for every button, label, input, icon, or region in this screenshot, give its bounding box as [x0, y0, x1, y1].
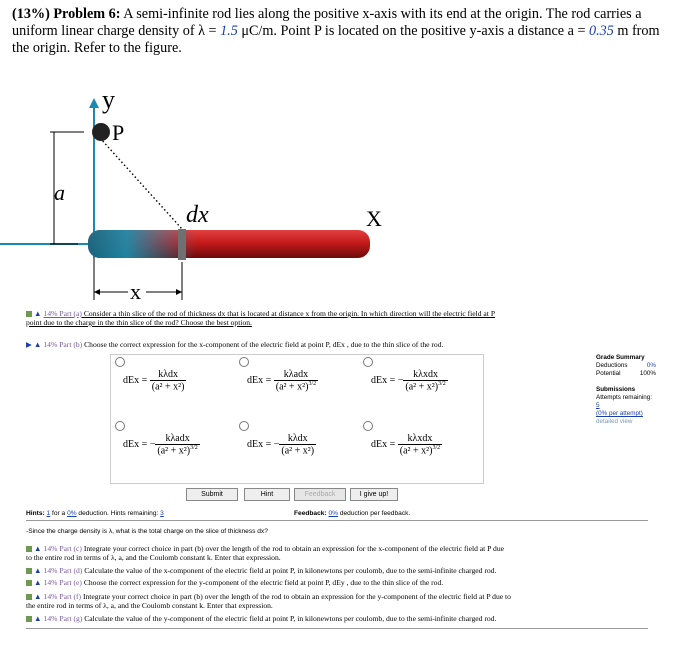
choice-grid: [110, 354, 484, 484]
choice-radio[interactable]: [115, 421, 125, 431]
lambda-value: 1.5: [220, 23, 238, 39]
grade-summary: Grade Summary Deductions 0% Potential 100% Submissions Attempts remaining: 5 (0% per attempt) detailed view: [596, 354, 656, 425]
part-g[interactable]: ▲ 14% Part (g) Calculate the value of the y-component of the electric field at point P, in kilonewtons per coulomb, due to the semi-infinite charged rod.: [26, 614, 672, 623]
hint-button[interactable]: Hint: [244, 488, 290, 501]
problem-statement: (13%) Problem 6: A semi-infinite rod lies along the positive x-axis with its end at the origin. The rod carries a uniform linear charge density of λ = 1.5 μC/m. Point P is located on the positive y-axis a distance a = 0.35 m from the origin. Refer to the figure.: [12, 6, 660, 56]
feedback-button[interactable]: Feedback: [294, 488, 346, 501]
person-icon: ▲: [34, 614, 42, 623]
part-c[interactable]: ▲ 14% Part (c) Integrate your correct choice in part (b) over the length of the rod to obtain an expression for the x-component of the electric field at P due to the entire rod in terms of λ, a, and the Coulomb constant k. Enter that expression.: [26, 544, 504, 562]
choice-1: dEx = $\frac{\text{kλdx}}{\text{(a² + x²)}}$: [111, 355, 233, 417]
part-a-cont: point due to the charge in the thin slice of the rod? Choose the best option.: [26, 318, 252, 327]
choice-radio[interactable]: [239, 421, 249, 431]
page-icon: [26, 311, 32, 317]
a-value: 0.35: [589, 23, 614, 39]
choice-2: dEx = $\frac{\text{kλadx}}{(a^2 + x^2)^{3/2}}$: [235, 355, 357, 417]
problem-header: (13%) Problem 6:: [12, 6, 121, 22]
give-up-button[interactable]: I give up!: [350, 488, 398, 501]
expand-arrow-icon: ▶: [26, 340, 32, 349]
person-icon: ▲: [34, 309, 42, 318]
detailed-view-link[interactable]: detailed view: [596, 418, 633, 425]
hint-text: -Since the charge density is λ, what is the total charge on the slice of thickness dx?: [26, 528, 268, 535]
submit-button[interactable]: Submit: [186, 488, 238, 501]
page-icon: [26, 594, 32, 600]
y-label: y: [102, 85, 115, 114]
page-icon: [26, 580, 32, 586]
choice-3: dEx = − $\frac{\text{kλxdx}}{(a^2 + x^2)^{3/2}}$: [359, 355, 481, 417]
choice-4: dEx = − $\frac{\text{kλadx}}{(a^2 + x^2)^{3/2}}$: [111, 419, 233, 481]
part-a[interactable]: ▲ 14% Part (a) Consider a thin slice of the rod of thickness dx that is located at distance x from the origin. In which direction will the electric field at P: [26, 309, 495, 318]
point-p: [92, 123, 110, 141]
page-icon: [26, 568, 32, 574]
choice-6: dEx = $\frac{\text{kλxdx}}{(a^2 + x^2)^{3/2}}$: [359, 419, 481, 481]
page-icon: [26, 616, 32, 622]
choice-radio[interactable]: [363, 357, 373, 367]
y-axis-arrow: [89, 98, 99, 108]
page-icon: [26, 546, 32, 552]
hints-line: Hints: 1 for a 0% deduction. Hints remaining: 3: [26, 510, 164, 517]
a-label: a: [54, 180, 65, 205]
part-e[interactable]: ▲ 14% Part (e) Choose the correct expression for the y-component of the electric field at point P, dEy , due to the thin slice of the rod.: [26, 578, 672, 587]
p-label: P: [112, 120, 125, 145]
dx-slice: [178, 229, 186, 260]
part-b: ▶ ▲ 14% Part (b) Choose the correct expression for the x-component of the electric field at point P, dEx , due to the thin slice of the rod.: [26, 340, 444, 349]
choice-5: dEx = − $\frac{\text{kλdx}}{\text{(a² + x²)}}$: [235, 419, 357, 481]
feedback-line: Feedback: 0% deduction per feedback.: [294, 510, 411, 517]
part-f[interactable]: ▲ 14% Part (f) Integrate your correct choice in part (b) over the length of the rod to obtain an expression for the y-component of the electric field at P due to the entire rod in terms of λ, a, and the Coulomb constant k. Enter that expression.: [26, 592, 511, 610]
dx-label: dx: [186, 202, 209, 228]
part-d[interactable]: ▲ 14% Part (d) Calculate the value of the x-component of the electric field at point P, in kilonewtons per coulomb, due to the semi-infinite charged rod.: [26, 566, 672, 575]
x-distance-label: x: [130, 279, 141, 300]
person-icon: ▲: [33, 340, 42, 349]
person-icon: ▲: [34, 544, 42, 553]
person-icon: ▲: [34, 592, 42, 601]
choice-radio[interactable]: [115, 357, 125, 367]
choice-radio[interactable]: [239, 357, 249, 367]
person-icon: ▲: [34, 566, 42, 575]
choice-radio[interactable]: [363, 421, 373, 431]
person-icon: ▲: [34, 578, 42, 587]
rod-figure: [0, 80, 400, 300]
x-axis-label: X: [366, 206, 382, 231]
